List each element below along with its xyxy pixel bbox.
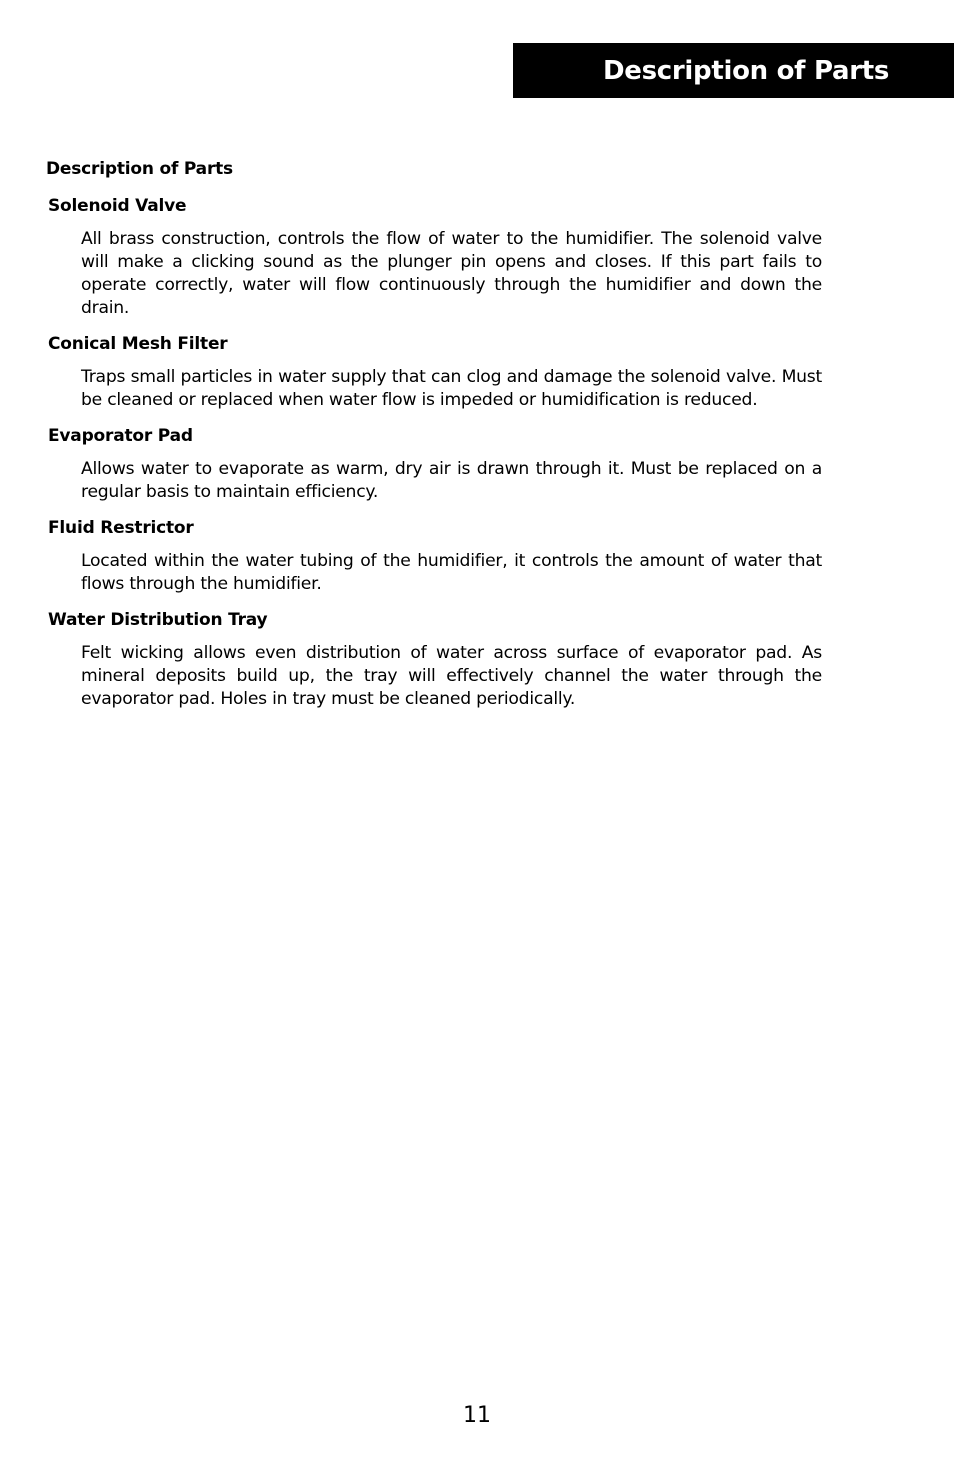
part-name: Water Distribution Tray xyxy=(48,610,268,630)
part-name: Fluid Restrictor xyxy=(48,518,194,538)
header-bar xyxy=(513,43,954,98)
part-evaporator-pad xyxy=(48,425,822,504)
part-description: Located within the water tubing of the humidifier, it controls the amount of water that flows through the humidifier. xyxy=(81,551,822,594)
part-name: Evaporator Pad xyxy=(48,426,193,446)
part-conical-mesh-filter xyxy=(48,333,822,412)
part-description: Allows water to evaporate as warm, dry air is drawn through it. Must be replaced on a regular basis to maintain efficiency. xyxy=(81,459,822,502)
part-solenoid-valve xyxy=(48,195,822,320)
part-fluid-restrictor xyxy=(48,517,822,596)
section-title: Description of Parts xyxy=(46,159,233,179)
page-header-title: Description of Parts xyxy=(603,55,890,86)
part-description: All brass construction, controls the flow of water to the humidifier. The solenoid valve will make a clicking sound as the plunger pin opens and closes. If this part fails to operate correctly, water will flow continuously through the humidifier and down the drain. xyxy=(81,229,822,318)
part-description: Traps small particles in water supply that can clog and damage the solenoid valve. Must be cleaned or replaced when water flow is impeded or humidification is reduced. xyxy=(81,367,822,410)
parts-list xyxy=(48,195,822,724)
part-description: Felt wicking allows even distribution of water across surface of evaporator pad. As mineral deposits build up, the tray will effectively channel the water through the evaporator pad. Holes in tray must be cleaned periodically. xyxy=(81,643,822,709)
page-number: 11 xyxy=(463,1403,491,1428)
part-name: Solenoid Valve xyxy=(48,196,187,216)
part-water-distribution-tray xyxy=(48,609,822,711)
part-name: Conical Mesh Filter xyxy=(48,334,228,354)
